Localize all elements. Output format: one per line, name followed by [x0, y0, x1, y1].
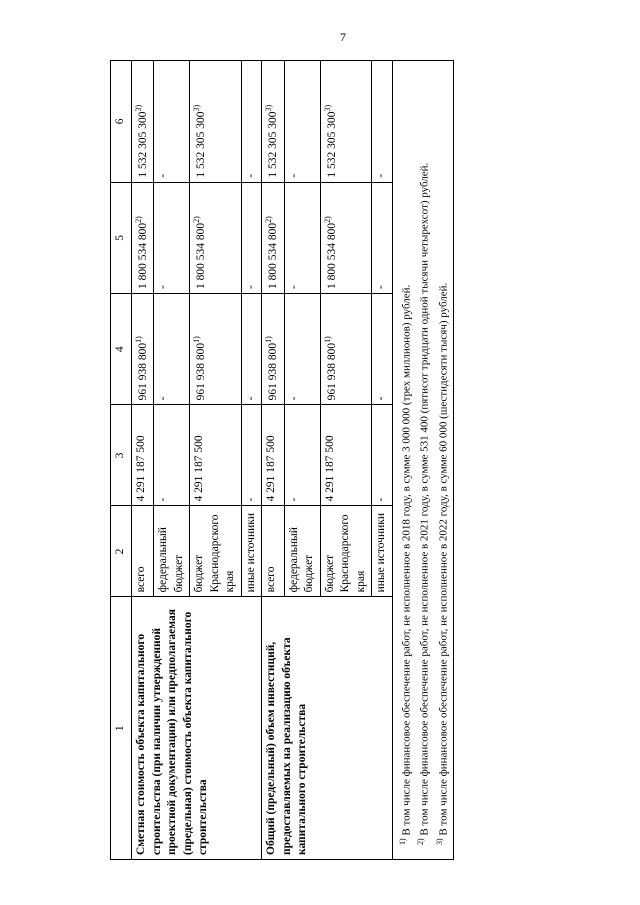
header-cell-2: 2 — [111, 506, 132, 597]
value-text: 4 291 187 500 — [193, 435, 206, 502]
value-text: 1 532 305 300 — [136, 111, 149, 178]
footnote-3: $^{3)}$ В том числе финансовое обеспечение работ, не исполненное в 2022 году, в сумме 60 000 (шестидесяти тысяч) рублей. — [435, 282, 450, 845]
value-text: - — [157, 173, 170, 178]
value-cell-c6 — [154, 61, 190, 183]
table-row — [132, 61, 154, 860]
value-text: - — [375, 396, 388, 401]
value-cell-c5 — [190, 182, 242, 293]
value-text: 1 800 534 800 — [325, 222, 338, 289]
value-cell-c4 — [320, 294, 372, 405]
footnote-ref: 1) — [264, 336, 274, 343]
header-cell-4: 4 — [111, 294, 132, 405]
header-cell-3: 3 — [111, 405, 132, 506]
source-label: бюджет Краснодарского края — [190, 506, 242, 597]
footnote-ref: 3) — [264, 104, 274, 112]
investment-table — [110, 60, 454, 860]
value-text: - — [287, 396, 300, 401]
value-cell-c6 — [190, 61, 242, 183]
value-cell-c3 — [154, 405, 190, 506]
value-text: - — [375, 173, 388, 178]
header-cell-6: 6 — [111, 61, 132, 183]
value-text: - — [244, 285, 257, 289]
value-cell-c3 — [132, 405, 154, 506]
value-cell-c5 — [262, 182, 284, 293]
value-text: - — [157, 497, 170, 502]
value-cell-c4 — [262, 294, 284, 405]
page-number: 7 — [340, 30, 346, 44]
value-cell-c5 — [320, 182, 372, 293]
footnote-ref: 3) — [134, 104, 143, 112]
source-label: иные источники — [241, 506, 262, 597]
value-text: - — [287, 173, 300, 178]
source-label: федеральный бюджет — [154, 506, 190, 597]
value-text: 1 800 534 800 — [136, 222, 149, 289]
value-cell-c6 — [262, 61, 284, 183]
value-text: 1 532 305 300 — [195, 111, 208, 178]
rotated-content — [110, 60, 500, 860]
value-cell-c3 — [262, 405, 284, 506]
value-cell-c3 — [320, 405, 372, 506]
value-cell-c5 — [241, 182, 262, 293]
value-text: - — [244, 396, 257, 401]
source-label: иные источники — [372, 506, 393, 597]
footnote-ref: 2) — [192, 216, 202, 223]
source-label: бюджет Краснодарского края — [320, 506, 372, 597]
footnote-ref: 2) — [322, 216, 332, 223]
value-cell-c5 — [132, 182, 154, 293]
value-text: 1 532 305 300 — [267, 111, 280, 178]
value-text: 961 938 800 — [325, 342, 338, 401]
value-cell-c4 — [154, 294, 190, 405]
source-label: всего — [132, 506, 154, 597]
table-row — [262, 61, 284, 860]
value-text: 4 291 187 500 — [265, 435, 278, 502]
row-title: Сметная стоимость объекта капитального строительства (при наличии утвержденной проектной документации) или предполагаемая (предельная) стоимость объекта капитального строительства — [132, 597, 262, 860]
footnote-row — [392, 61, 453, 860]
value-cell-c4 — [132, 294, 154, 405]
value-cell-c6 — [372, 61, 393, 183]
value-cell-c4 — [284, 294, 320, 405]
footnote-ref: 1) — [134, 336, 143, 343]
value-cell-c4 — [241, 294, 262, 405]
header-cell-1: 1 — [111, 597, 132, 860]
value-cell-c4 — [190, 294, 242, 405]
footnote-ref: 1) — [192, 336, 202, 343]
footnotes — [392, 61, 453, 860]
footnote-ref: 2) — [134, 216, 143, 223]
value-text: 961 938 800 — [136, 342, 149, 401]
value-text: - — [287, 497, 300, 502]
value-cell-c3 — [284, 405, 320, 506]
value-cell-c5 — [372, 182, 393, 293]
value-text: 961 938 800 — [195, 342, 208, 401]
value-text: 1 800 534 800 — [267, 222, 280, 289]
row-title: Общий (предельный) объем инвестиций, предоставляемых на реализацию объекта капитального строительства — [262, 597, 392, 860]
value-text: - — [287, 285, 300, 289]
header-cell-5: 5 — [111, 182, 132, 293]
value-cell-c5 — [284, 182, 320, 293]
value-text: 1 532 305 300 — [325, 111, 338, 178]
footnote-ref: 2) — [264, 216, 274, 223]
value-text: 4 291 187 500 — [323, 435, 336, 502]
value-cell-c6 — [241, 61, 262, 183]
footnote-2: $^{2)}$ В том числе финансовое обеспечение работ, не исполненное в 2021 году, в сумме 531 400 (пятисот тридцати одной тысячи четырехсот) рублей. — [416, 162, 432, 845]
value-cell-c3 — [372, 405, 393, 506]
footnote-ref: 3) — [192, 104, 202, 112]
value-text: 1 800 534 800 — [195, 222, 208, 289]
source-label: федеральный бюджет — [284, 506, 320, 597]
value-cell-c4 — [372, 294, 393, 405]
value-cell-c6 — [132, 61, 154, 183]
value-text: 4 291 187 500 — [135, 435, 147, 502]
value-cell-c5 — [154, 182, 190, 293]
value-text: 961 938 800 — [267, 342, 280, 401]
footnote-ref: 3) — [322, 104, 332, 112]
value-text: - — [244, 173, 257, 178]
source-label: всего — [262, 506, 284, 597]
block-estimated-cost — [132, 61, 262, 860]
value-text: - — [375, 285, 388, 289]
footnote-ref: 1) — [322, 336, 332, 343]
value-cell-c3 — [241, 405, 262, 506]
value-text: - — [157, 285, 170, 289]
value-cell-c3 — [190, 405, 242, 506]
value-text: - — [375, 497, 388, 502]
value-text: - — [244, 497, 257, 502]
value-cell-c6 — [320, 61, 372, 183]
value-cell-c6 — [284, 61, 320, 183]
footnote-1: $^{1)}$ В том числе финансовое обеспечение работ, не исполненное в 2018 году, в сумме 3 000 000 (трех миллионов) рублей. — [397, 284, 413, 845]
block-total-investment — [262, 61, 392, 860]
value-text: - — [157, 396, 170, 401]
header-row — [111, 61, 132, 860]
